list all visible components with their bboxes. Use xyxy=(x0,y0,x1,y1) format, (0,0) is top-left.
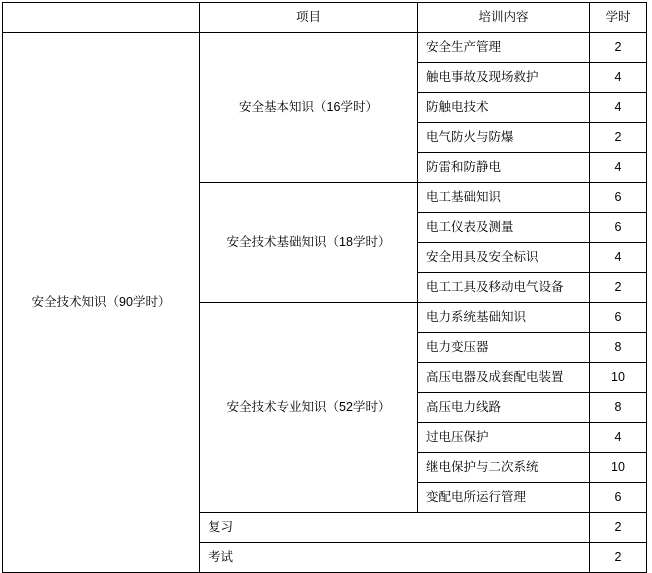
hours-cell: 10 xyxy=(590,453,647,483)
content-cell: 过电压保护 xyxy=(418,423,590,453)
header-category xyxy=(3,3,200,33)
hours-cell: 2 xyxy=(590,273,647,303)
hours-cell: 8 xyxy=(590,333,647,363)
content-cell: 电力系统基础知识 xyxy=(418,303,590,333)
training-plan-table xyxy=(2,2,647,573)
hours-cell: 6 xyxy=(590,213,647,243)
content-cell: 防触电技术 xyxy=(418,93,590,123)
header-item: 项目 xyxy=(200,3,418,33)
category-cell: 安全技术知识（90学时） xyxy=(3,33,200,573)
group-item-cell: 安全技术专业知识（52学时） xyxy=(200,303,418,513)
content-cell: 电工基础知识 xyxy=(418,183,590,213)
extra-item-cell: 考试 xyxy=(200,543,590,573)
content-cell: 电力变压器 xyxy=(418,333,590,363)
table-row xyxy=(3,33,647,63)
content-cell: 高压电力线路 xyxy=(418,393,590,423)
content-cell: 电工仪表及测量 xyxy=(418,213,590,243)
hours-cell: 2 xyxy=(590,123,647,153)
content-cell: 安全生产管理 xyxy=(418,33,590,63)
table-header xyxy=(3,3,647,33)
training-plan-sheet xyxy=(0,2,652,564)
group-item-cell: 安全技术基础知识（18学时） xyxy=(200,183,418,303)
hours-cell: 8 xyxy=(590,393,647,423)
hours-cell: 6 xyxy=(590,183,647,213)
content-cell: 触电事故及现场救护 xyxy=(418,63,590,93)
header-hours: 学时 xyxy=(590,3,647,33)
group-item-cell: 安全基本知识（16学时） xyxy=(200,33,418,183)
extra-item-cell: 复习 xyxy=(200,513,590,543)
content-cell: 高压电器及成套配电装置 xyxy=(418,363,590,393)
content-cell: 电工工具及移动电气设备 xyxy=(418,273,590,303)
table-header-row xyxy=(3,3,647,33)
content-cell: 电气防火与防爆 xyxy=(418,123,590,153)
content-cell: 防雷和防静电 xyxy=(418,153,590,183)
content-cell: 安全用具及安全标识 xyxy=(418,243,590,273)
hours-cell: 2 xyxy=(590,543,647,573)
hours-cell: 2 xyxy=(590,33,647,63)
content-cell: 变配电所运行管理 xyxy=(418,483,590,513)
table-body xyxy=(3,33,647,573)
hours-cell: 6 xyxy=(590,483,647,513)
hours-cell: 4 xyxy=(590,423,647,453)
hours-cell: 6 xyxy=(590,303,647,333)
content-cell: 继电保护与二次系统 xyxy=(418,453,590,483)
hours-cell: 2 xyxy=(590,513,647,543)
hours-cell: 4 xyxy=(590,63,647,93)
hours-cell: 4 xyxy=(590,93,647,123)
hours-cell: 4 xyxy=(590,153,647,183)
hours-cell: 4 xyxy=(590,243,647,273)
hours-cell: 10 xyxy=(590,363,647,393)
header-content: 培训内容 xyxy=(418,3,590,33)
